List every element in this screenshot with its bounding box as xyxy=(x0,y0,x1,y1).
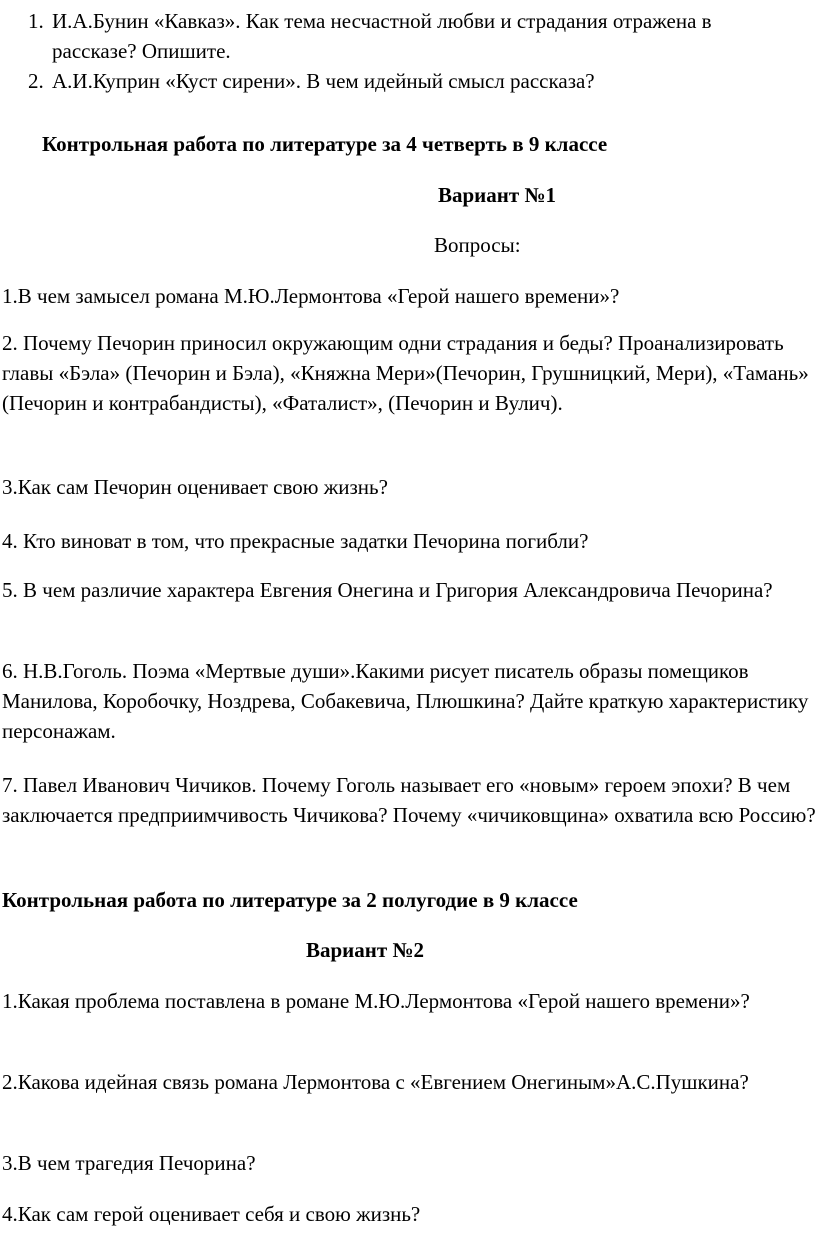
intro-question-list xyxy=(0,6,816,96)
section2-variant: Вариант №2 xyxy=(306,938,425,962)
section1-question-6: 6. Н.В.Гоголь. Поэма «Мертвые души».Какими рисует писатель образы помещиков Манилова, Коробочку, Ноздрева, Собакевича, Плюшкина? Дайте краткую характеристику персонажам. xyxy=(2,659,809,743)
list-item-text: И.А.Бунин «Кавказ». Как тема несчастной любви и страдания отражена в рассказе? Опишите. xyxy=(52,9,712,63)
list-item-text: А.И.Куприн «Куст сирени». В чем идейный смысл рассказа? xyxy=(52,69,595,93)
list-item xyxy=(0,66,792,96)
list-item xyxy=(0,6,792,66)
section1-question-2: 2. Почему Печорин приносил окружающим одни страдания и беды? Проанализировать главы «Бэла» (Печорин и Бэла), «Княжна Мери»(Печорин, Грушницкий, Мери), «Тамань» (Печорин и контрабандисты), «Фаталист», (Печорин и Вулич). xyxy=(2,331,809,415)
section1-question-5: 5. В чем различие характера Евгения Онегина и Григория Александровича Печорина? xyxy=(2,578,773,602)
section1-subtitle: Вопросы: xyxy=(434,233,521,257)
section2-title: Контрольная работа по литературе за 2 полугодие в 9 классе xyxy=(2,888,578,912)
list-item-number: 2. xyxy=(28,69,44,93)
section2-question-4: 4.Как сам герой оценивает себя и свою жизнь? xyxy=(2,1202,421,1226)
list-item-number: 1. xyxy=(28,9,44,33)
section1-question-3: 3.Как сам Печорин оценивает свою жизнь? xyxy=(2,475,388,499)
section2-question-1: 1.Какая проблема поставлена в романе М.Ю.Лермонтова «Герой нашего времени»? xyxy=(2,989,750,1013)
section2-question-3: 3.В чем трагедия Печорина? xyxy=(2,1151,256,1175)
section1-variant: Вариант №1 xyxy=(438,183,557,207)
section1-title: Контрольная работа по литературе за 4 четверть в 9 классе xyxy=(42,132,608,156)
section2-question-2: 2.Какова идейная связь романа Лермонтова с «Евгением Онегиным»А.С.Пушкина? xyxy=(2,1070,749,1094)
section1-question-7: 7. Павел Иванович Чичиков. Почему Гоголь называет его «новым» героем эпохи? В чем заключается предприимчивость Чичикова? Почему «чичиковщина» охватила всю Россию? xyxy=(2,773,816,827)
section1-question-4: 4. Кто виноват в том, что прекрасные задатки Печорина погибли? xyxy=(2,529,589,553)
section1-question-1: 1.В чем замысел романа М.Ю.Лермонтова «Герой нашего времени»? xyxy=(2,284,620,308)
